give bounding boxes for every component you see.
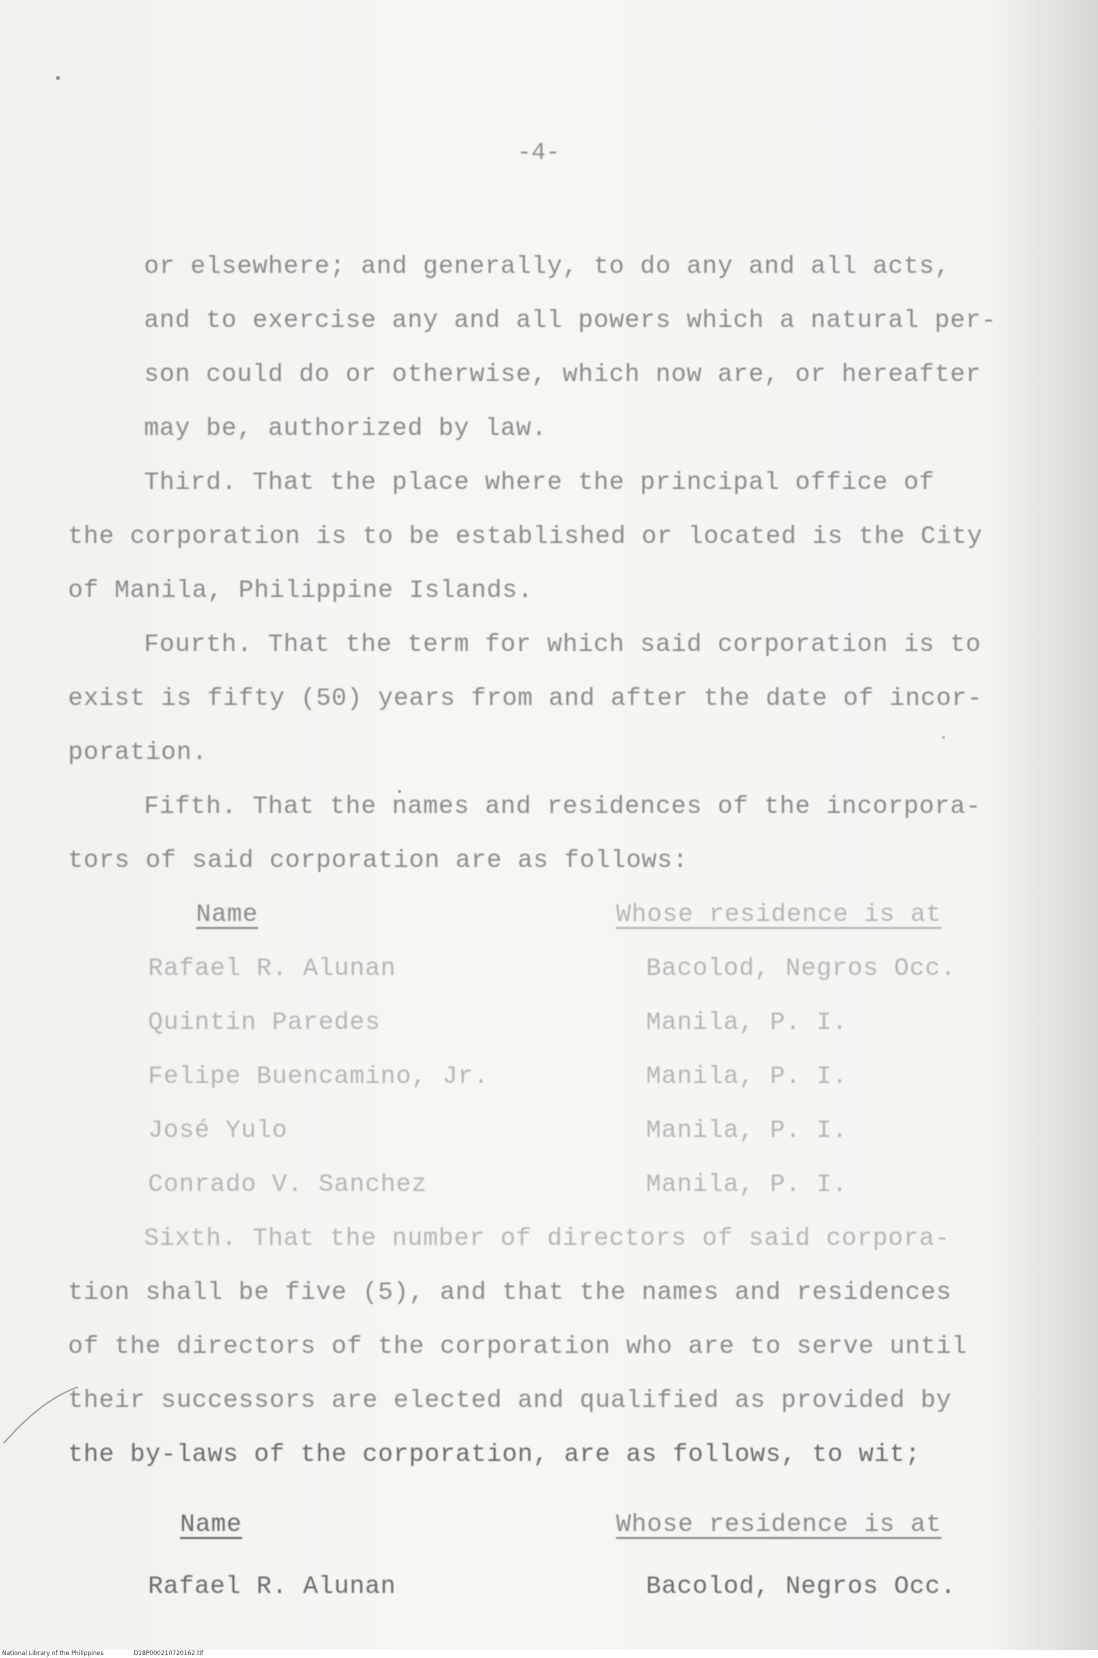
body-line: Sixth. That the number of directors of said corpora-	[144, 1224, 951, 1253]
incorporator-residence: Bacolod, Negros Occ.	[646, 954, 957, 983]
pencil-mark	[0, 1385, 80, 1445]
footer-filename: D18P000210720162.tif	[133, 1650, 204, 1657]
body-line: tors of said corporation are as follows:	[68, 846, 689, 875]
body-line: tion shall be five (5), and that the names and residences	[68, 1278, 952, 1307]
incorporator-residence: Manila, P. I.	[646, 1170, 848, 1199]
body-line: their successors are elected and qualified as provided by	[68, 1386, 952, 1415]
body-line: Fifth. That the names and residences of the incorpora-	[144, 792, 982, 821]
incorporator-name: Felipe Buencamino, Jr.	[148, 1062, 490, 1091]
body-line: of Manila, Philippine Islands.	[68, 576, 534, 605]
body-line: exist is fifty (50) years from and after the date of incor-	[68, 684, 983, 713]
incorporator-name: José Yulo	[148, 1116, 288, 1145]
body-line: poration.	[68, 738, 208, 767]
footer-library: National Library of the Philippines	[2, 1650, 104, 1657]
body-line: the corporation is to be established or located is the City	[68, 522, 983, 551]
director-residence: Bacolod, Negros Occ.	[646, 1572, 957, 1601]
body-line: may be, authorized by law.	[144, 414, 548, 443]
incorporator-name: Quintin Paredes	[148, 1008, 381, 1037]
body-line: and to exercise any and all powers which a natural per-	[144, 306, 997, 335]
body-line: son could do or otherwise, which now are, or hereafter	[144, 360, 982, 389]
incorporator-name: Conrado V. Sanchez	[148, 1170, 428, 1199]
incorporators-name-header: Name	[196, 900, 259, 929]
incorporator-name: Rafael R. Alunan	[148, 954, 397, 983]
directors-residence-header: Whose residence is at	[616, 1510, 942, 1539]
incorporators-residence-header: Whose residence is at	[616, 900, 942, 929]
body-line: Fourth. That the term for which said corporation is to	[144, 630, 982, 659]
paper-speck	[56, 76, 60, 80]
director-name: Rafael R. Alunan	[148, 1572, 397, 1601]
body-line: Third. That the place where the principal office of	[144, 468, 935, 497]
incorporator-residence: Manila, P. I.	[646, 1062, 848, 1091]
body-line: the by-laws of the corporation, are as follows, to wit;	[68, 1440, 921, 1469]
body-line: or elsewhere; and generally, to do any and all acts,	[144, 252, 951, 281]
directors-name-header: Name	[180, 1510, 243, 1539]
paper-speck	[942, 736, 945, 739]
body-line: of the directors of the corporation who are to serve until	[68, 1332, 968, 1361]
scan-footer	[0, 1650, 1098, 1658]
incorporator-residence: Manila, P. I.	[646, 1008, 848, 1037]
incorporator-residence: Manila, P. I.	[646, 1116, 848, 1145]
page-number: -4-	[517, 140, 561, 167]
